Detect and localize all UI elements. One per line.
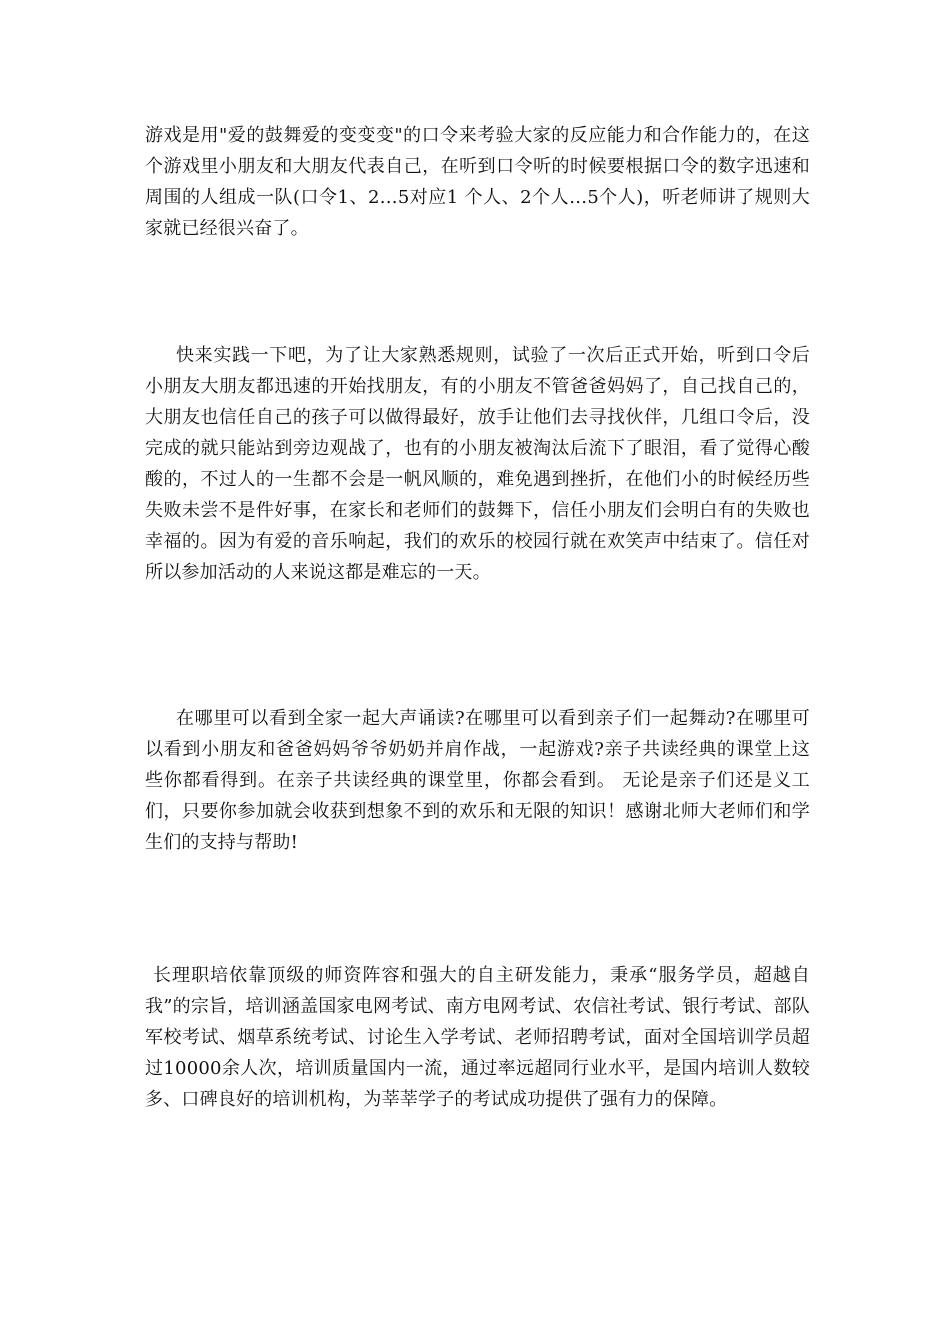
paragraph-game-practice: 快来实践一下吧，为了让大家熟悉规则，试验了一次后正式开始，听到口令后小朋友大朋友都迅速的开始找朋友，有的小朋友不管爸爸妈妈了，自己找自己的，大朋友也信任自己的孩子可以做得最好，放手让他们去寻找伙伴，几组口令后，没完成的就只能站到旁边观战了，也有的小朋友被淘汰后流下了眼泪，看了觉得心酸酸的，不过人的一生都不会是一帆风顺的，难免遇到挫折，在他们小的时候经历些失败未尝不是件好事，在家长和老师们的鼓舞下，信任小朋友们会明白有的失败也幸福的。因为有爱的音乐响起，我们的欢乐的校园行就在欢笑声中结束了。信任对所以参加活动的人来说这都是难忘的一天。 (145, 345, 810, 583)
paragraph-training-institution: 长理职培依靠顶级的师资阵容和强大的自主研发能力，秉承“服务学员，超越自我”的宗旨，培训涵盖国家电网考试、南方电网考试、农信社考试、银行考试、部队军校考试、烟草系统考试、讨论生入学考试、老师招聘考试，面对全国培训学员超过10000余人次，培训质量国内一流，通过率远超同行业水平，是国内培训人数较多、口碑良好的培训机构，为莘莘学子的考试成功提供了强有力的保障。 (145, 965, 810, 1110)
paragraph-game-rules: 游戏是用"爱的鼓舞爱的变变变"的口令来考验大家的反应能力和合作能力的，在这个游戏里小朋友和大朋友代表自己，在听到口令听的时候要根据口令的数字迅速和周围的人组成一队(口令1、2…5对应1 个人、2个人…5个人)，听老师讲了规则大家就已经很兴奋了。 (145, 125, 810, 239)
paragraph-parent-child-reading: 在哪里可以看到全家一起大声诵读?在哪里可以看到亲子们一起舞动?在哪里可以看到小朋友和爸爸妈妈爷爷奶奶并肩作战，一起游戏?亲子共读经典的课堂上这些你都看得到。在亲子共读经典的课堂里，你都会看到。 无论是亲子们还是义工们，只要你参加就会收获到想象不到的欢乐和无限的知识！感谢北师大老师们和学生们的支持与帮助! (145, 708, 810, 853)
